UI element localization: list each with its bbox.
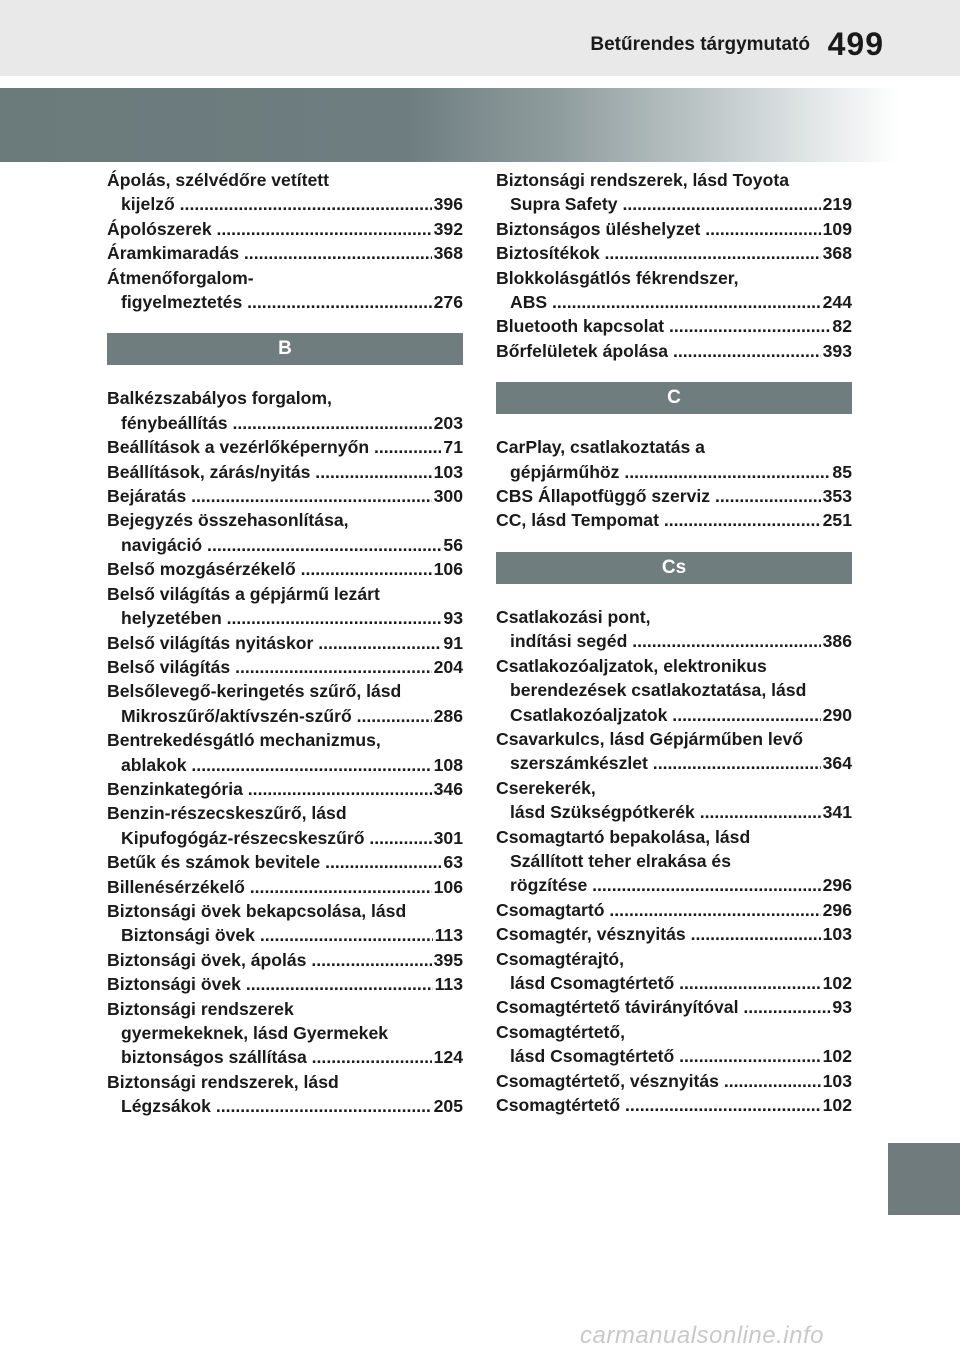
index-entry-line (496, 776, 852, 800)
index-entry-line (107, 411, 463, 435)
page-reference: 301 (433, 827, 463, 848)
index-entry-line (107, 508, 463, 532)
entry-text: navigáció ..... (121, 533, 441, 557)
page-reference: 396 (433, 194, 463, 215)
index-entry-line (496, 898, 852, 922)
entry-text: Belső világítás a gépjármű lezárt (107, 583, 380, 604)
entry-text: ABS ..... (510, 290, 821, 314)
entry-text: Csomagtértető ..... (496, 1093, 821, 1117)
entry-text: Mikroszűrő/aktívszén-szűrő ..... (121, 704, 432, 728)
index-entry (107, 948, 463, 972)
page-reference: 300 (433, 486, 463, 507)
page-reference: 106 (433, 876, 463, 897)
index-entry-line (496, 508, 852, 532)
index-entry (107, 460, 463, 484)
entry-text: Csomagtértető, (496, 1021, 626, 1042)
index-entry (107, 997, 463, 1070)
entry-text: Billenésérzékelő ..... (107, 875, 432, 899)
index-entry (107, 241, 463, 265)
index-entry (107, 728, 463, 777)
page-reference: 85 (832, 461, 852, 482)
page-reference: 63 (443, 852, 463, 873)
page-number: 499 (827, 26, 884, 62)
index-entry-line (107, 582, 463, 606)
index-entry (107, 777, 463, 801)
entry-text: Ápolószerek ..... (107, 217, 432, 241)
page-reference: 290 (822, 704, 852, 725)
index-entry-line (496, 435, 852, 459)
page-reference: 56 (443, 534, 463, 555)
entry-text: Biztonságos üléshelyzet ..... (496, 217, 821, 241)
index-entry (107, 168, 463, 217)
page-reference: 71 (443, 437, 463, 458)
index-entry-line (107, 704, 463, 728)
index-entry (496, 217, 852, 241)
entry-text: CarPlay, csatlakoztatás a (496, 437, 705, 458)
page-reference: 108 (433, 754, 463, 775)
entry-text: gépjárműhöz ..... (510, 460, 830, 484)
entry-text: Csatlakozóaljzatok, elektronikus (496, 655, 767, 676)
entry-text: Bluetooth kapcsolat ..... (496, 314, 830, 338)
index-entry-line (496, 971, 852, 995)
entry-text: Supra Safety ..... (510, 192, 821, 216)
index-entry (107, 899, 463, 948)
page-reference: 386 (822, 631, 852, 652)
entry-text: Beállítások a vezérlőképernyőn ..... (107, 435, 441, 459)
index-entry-line (107, 217, 463, 241)
entry-text: Betűk és számok bevitele ..... (107, 850, 441, 874)
entry-text: rögzítése ..... (510, 873, 821, 897)
index-entry (107, 508, 463, 557)
index-entry-line (107, 241, 463, 265)
page-reference: 368 (433, 243, 463, 264)
index-entry (107, 484, 463, 508)
index-entry (107, 631, 463, 655)
page-reference: 102 (822, 1095, 852, 1115)
entry-text: lásd Csomagtértető ..... (510, 971, 821, 995)
index-entry (496, 435, 852, 484)
page-reference: 395 (433, 949, 463, 970)
index-entry-line (496, 825, 852, 849)
entry-text: Szállított teher elrakása és (510, 850, 732, 871)
entry-text: Csomagtértető, vésznyitás ..... (496, 1069, 821, 1093)
entry-text: Cserekerék, (496, 777, 596, 798)
index-entry (107, 850, 463, 874)
index-entry-line (107, 168, 463, 192)
entry-text: gyermekeknek, lásd Gyermekek (121, 1023, 389, 1043)
entry-text: Belső világítás nyitáskor ..... (107, 631, 441, 655)
index-entry (107, 266, 463, 315)
index-entry-line (107, 972, 463, 996)
entry-text: Csavarkulcs, lásd Gépjárműben levő (496, 728, 804, 749)
watermark: carmanualsonline.info (580, 1322, 824, 1349)
index-entry-line (496, 703, 852, 727)
entry-text: szerszámkészlet ..... (510, 751, 821, 775)
entry-text: lásd Csomagtértető ..... (510, 1044, 821, 1068)
entry-text: Belsőlevegő-keringetés szűrő, lásd (107, 681, 402, 702)
entry-text: Biztosítékok ..... (496, 241, 821, 265)
index-entry-line (496, 339, 852, 363)
page-reference: 368 (822, 243, 852, 264)
page-reference: 341 (822, 802, 852, 823)
index-entry-line (107, 557, 463, 581)
index-entry-line (107, 875, 463, 899)
index-entry-line (107, 728, 463, 752)
entry-text: CBS Állapotfüggő szerviz ..... (496, 484, 821, 508)
entry-text: lásd Szükségpótkerék ..... (510, 800, 821, 824)
entry-text: Biztonsági rendszerek (107, 998, 294, 1019)
index-column-left (107, 168, 463, 1119)
page-reference: 113 (434, 925, 463, 946)
page-reference: 219 (822, 194, 852, 215)
index-entry-line (107, 606, 463, 630)
index-entry-line (107, 923, 463, 947)
index-entry (496, 508, 852, 532)
page-reference: 124 (433, 1047, 463, 1068)
index-entry-line (107, 533, 463, 557)
index-entry-line (496, 873, 852, 897)
index-entry (496, 898, 852, 922)
page-reference: 392 (433, 218, 463, 239)
page-reference: 103 (822, 1070, 852, 1091)
index-entry-line (107, 655, 463, 679)
page-reference: 296 (822, 899, 852, 920)
entry-text: ablakok ..... (121, 753, 432, 777)
entry-text: Balkézszabályos forgalom, (107, 388, 332, 409)
page-reference: 109 (822, 218, 852, 239)
entry-text: Csatlakozási pont, (496, 606, 651, 627)
entry-text: biztonságos szállítása ..... (121, 1045, 432, 1069)
index-entry-line (107, 1094, 463, 1118)
entry-text: Blokkolásgátlós fékrendszer, (496, 267, 739, 288)
index-entry-line (496, 484, 852, 508)
index-entry (496, 339, 852, 363)
entry-text: Biztonsági övek ..... (107, 972, 433, 996)
page-reference: 102 (822, 972, 852, 993)
index-entry-line (107, 850, 463, 874)
page-reference: 204 (433, 656, 463, 677)
page-reference: 103 (433, 461, 463, 482)
index-entry-line (496, 1069, 852, 1093)
index-entry-line (107, 1070, 463, 1094)
entry-text: Csomagtérajtó, (496, 948, 625, 969)
page-reference: 393 (822, 340, 852, 361)
index-entry (107, 386, 463, 435)
entry-text: Átmenőforgalom- (107, 267, 254, 288)
entry-text: Benzinkategória ..... (107, 777, 432, 801)
index-entry (496, 1093, 852, 1117)
index-entry (107, 557, 463, 581)
index-entry-line (107, 460, 463, 484)
index-entry (496, 241, 852, 265)
page-reference: 276 (433, 292, 463, 313)
index-entry-line (107, 386, 463, 410)
index-entry (496, 947, 852, 996)
index-entry (107, 679, 463, 728)
index-entry-line (496, 995, 852, 1019)
page-reference: 205 (433, 1096, 463, 1117)
page-reference: 203 (433, 412, 463, 433)
index-entry-line (496, 800, 852, 824)
index-entry (107, 875, 463, 899)
index-entry-line (496, 266, 852, 290)
index-entry-line (496, 922, 852, 946)
entry-text: figyelmeztetés ..... (121, 290, 432, 314)
index-entry-line (496, 460, 852, 484)
index-entry-line (496, 947, 852, 971)
index-entry-line (107, 266, 463, 290)
entry-text: Biztonsági rendszerek, lásd Toyota (496, 170, 789, 190)
page-reference: 93 (443, 608, 463, 629)
index-entry-line (107, 801, 463, 825)
index-entry-line (496, 1093, 852, 1117)
index-entry-line (496, 654, 852, 678)
index-entry-line (496, 849, 852, 873)
index-entry (496, 1069, 852, 1093)
index-entry (496, 825, 852, 898)
entry-text: indítási segéd ..... (510, 629, 821, 653)
index-entry-line (496, 1020, 852, 1044)
index-column-right (496, 168, 852, 1117)
entry-text: Beállítások, zárás/nyitás ..... (107, 460, 432, 484)
index-entry-line (107, 679, 463, 703)
index-entry (496, 654, 852, 727)
entry-text: Csomagtartó bepakolása, lásd (496, 826, 751, 847)
page-reference: 102 (822, 1046, 852, 1067)
entry-text: Belső mozgásérzékelő ..... (107, 557, 432, 581)
index-entry-line (496, 1044, 852, 1068)
header-banner (0, 88, 900, 162)
page-reference: 82 (832, 316, 852, 337)
index-entry-line (496, 678, 852, 702)
index-entry-line (107, 1021, 463, 1045)
entry-text: Áramkimaradás ..... (107, 241, 432, 265)
index-entry-line (496, 605, 852, 629)
section-header: Cs (496, 552, 852, 584)
index-entry (107, 1070, 463, 1119)
chapter-tab (888, 1143, 960, 1215)
index-entry-line (107, 899, 463, 923)
page-reference: 244 (822, 292, 852, 313)
index-entry-line (107, 777, 463, 801)
index-entry (496, 1020, 852, 1069)
index-entry (496, 605, 852, 654)
page-reference: 251 (822, 510, 852, 531)
index-entry-line (496, 192, 852, 216)
entry-text: fénybeállítás ..... (121, 411, 432, 435)
entry-text: Bőrfelületek ápolása ..... (496, 339, 821, 363)
page-reference: 346 (433, 778, 463, 799)
entry-text: Csomagtértető távirányítóval ..... (496, 995, 830, 1019)
index-entry-line (107, 435, 463, 459)
index-entry (107, 217, 463, 241)
entry-text: Csomagtartó ..... (496, 898, 821, 922)
index-entry-line (107, 948, 463, 972)
index-entry-line (107, 997, 463, 1021)
entry-text: Kipufogógáz-részecskeszűrő ..... (121, 826, 432, 850)
entry-text: Bentrekedésgátló mechanizmus, (107, 730, 381, 751)
page-reference: 106 (433, 559, 463, 580)
index-entry (107, 655, 463, 679)
entry-text: Ápolás, szélvédőre vetített (107, 170, 329, 190)
entry-text: helyzetében ..... (121, 606, 441, 630)
section-header: B (107, 333, 463, 365)
page-reference: 286 (433, 705, 463, 726)
index-entry-line (107, 1045, 463, 1069)
index-entry-line (496, 290, 852, 314)
index-entry-line (496, 629, 852, 653)
page-reference: 296 (822, 875, 852, 896)
index-entry (496, 314, 852, 338)
entry-text: Csatlakozóaljzatok ..... (510, 703, 821, 727)
index-entry-line (496, 314, 852, 338)
index-entry (496, 727, 852, 776)
index-entry (496, 484, 852, 508)
index-entry (496, 266, 852, 315)
entry-text: CC, lásd Tempomat ..... (496, 508, 821, 532)
index-entry (107, 801, 463, 850)
section-header: C (496, 382, 852, 414)
entry-text: Biztonsági övek bekapcsolása, lásd (107, 900, 407, 921)
page-reference: 364 (822, 753, 852, 774)
entry-text: kijelző ..... (121, 192, 432, 216)
header-bar (0, 0, 960, 76)
entry-text: berendezések csatlakoztatása, lásd (510, 680, 807, 701)
index-entry-line (107, 826, 463, 850)
index-entry-line (496, 751, 852, 775)
entry-text: Biztonsági övek, ápolás ..... (107, 948, 432, 972)
entry-text: Bejáratás ..... (107, 484, 432, 508)
entry-text: Légzsákok ..... (121, 1094, 432, 1118)
page-reference: 93 (832, 997, 852, 1018)
index-entry (107, 972, 463, 996)
index-entry-line (107, 753, 463, 777)
index-entry (496, 995, 852, 1019)
index-entry-line (107, 290, 463, 314)
entry-text: Belső világítás ..... (107, 655, 432, 679)
entry-text: Biztonsági övek ..... (121, 923, 433, 947)
index-entry-line (496, 217, 852, 241)
entry-text: Bejegyzés összehasonlítása, (107, 510, 349, 531)
page-reference: 353 (822, 486, 852, 507)
index-entry-line (107, 484, 463, 508)
index-entry (496, 776, 852, 825)
index-entry-line (496, 727, 852, 751)
entry-text: Csomagtér, vésznyitás ..... (496, 922, 821, 946)
entry-text: Benzin-részecskeszűrő, lásd (107, 803, 347, 824)
entry-text: Biztonsági rendszerek, lásd (107, 1071, 339, 1092)
index-entry (107, 582, 463, 631)
page-reference: 113 (434, 974, 463, 995)
header-title: Betűrendes tárgymutató (590, 34, 810, 55)
index-entry-line (107, 192, 463, 216)
index-entry (496, 922, 852, 946)
page-reference: 103 (822, 924, 852, 945)
page-reference: 91 (443, 632, 463, 653)
index-entry (496, 168, 852, 217)
index-entry-line (107, 631, 463, 655)
index-entry (107, 435, 463, 459)
index-entry-line (496, 241, 852, 265)
index-entry-line (496, 168, 852, 192)
